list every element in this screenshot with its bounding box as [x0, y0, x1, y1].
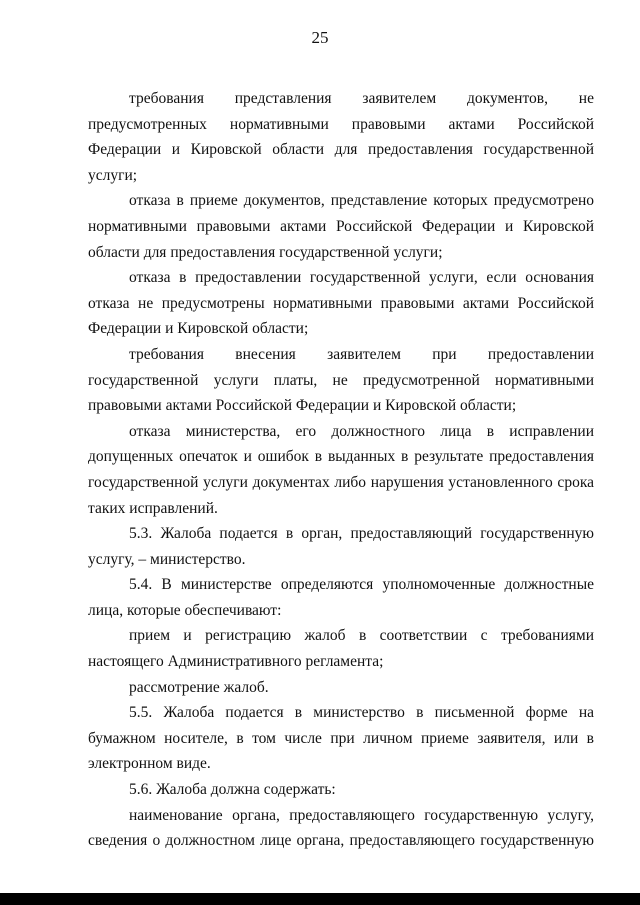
scan-bottom-border [0, 893, 640, 905]
document-body [88, 86, 594, 854]
paragraph-5-6: 5.6. Жалоба должна содержать: [129, 781, 336, 799]
paragraph-refusal-provision: отказа в предоставлении государственной услуги, если основания отказа не предусмотрены нормативными правовыми актами Российской Федерации и Кировской области; [88, 269, 594, 338]
page-number: 25 [311, 28, 329, 47]
paragraph-refusal-acceptance: отказа в приеме документов, представление которых предусмотрено нормативными правовыми актами Российской Федерации и Кировской области для предоставления государственной услуги; [88, 192, 594, 261]
paragraph-refusal-corrections: отказа министерства, его должностного лица в исправлении допущенных опечаток и ошибок в выданных в результате предоставления государственной услуги документах либо нарушения установленного срока таких исправлений. [88, 422, 594, 517]
paragraph-5-4: 5.4. В министерстве определяются уполномоченные должностные лица, которые обеспечивают: [88, 576, 594, 619]
paragraph-5-3: 5.3. Жалоба подается в орган, предоставляющий государственную услугу, – министерство. [88, 525, 594, 568]
paragraph-review: рассмотрение жалоб. [129, 678, 269, 696]
paragraph-reception-registration: прием и регистрацию жалоб в соответствии с требованиями настоящего Административного регламента; [88, 627, 594, 671]
paragraph-5-5: 5.5. Жалоба подается в министерство в письменной форме на бумажном носителе, в том числе при личном приеме заявителя, или в электронном виде. [88, 704, 594, 773]
paragraph-requirement-documents: требования представления заявителем документов, не предусмотренных нормативными правовыми актами Российской Федерации и Кировской области для предоставления государственной услуги; [88, 90, 594, 184]
paragraph-requirement-fee: требования внесения заявителем при предоставлении государственной услуги платы, не предусмотренной нормативными правовыми актами Российской Федерации и Кировской области; [88, 345, 594, 415]
paragraph-complaint-content: наименование органа, предоставляющего государственную услугу, сведения о должностном лице органа, предоставляющего государственную [88, 806, 594, 850]
